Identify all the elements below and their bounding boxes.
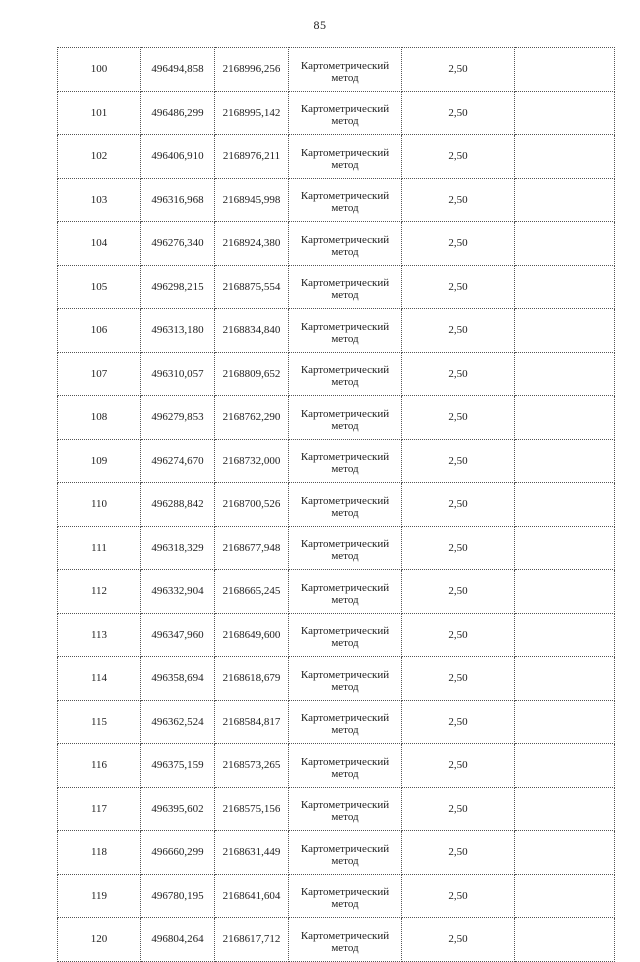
table-row	[58, 396, 615, 440]
method-line-1: Картометрический	[300, 407, 390, 420]
note-cell	[515, 91, 615, 135]
method-line-2: метод	[331, 158, 359, 171]
method-cell	[289, 483, 402, 527]
method-cell	[289, 744, 402, 788]
point-number-cell: 111	[58, 526, 141, 570]
y-coordinate-cell: 2168617,712	[215, 918, 289, 962]
method-line-2: метод	[331, 680, 359, 693]
x-coordinate-cell: 496318,329	[141, 526, 215, 570]
y-coordinate-cell: 2168700,526	[215, 483, 289, 527]
accuracy-cell: 2,50	[402, 178, 515, 222]
y-coordinate-cell: 2168732,000	[215, 439, 289, 483]
accuracy-cell: 2,50	[402, 787, 515, 831]
method-line-1: Картометрический	[300, 755, 390, 768]
y-coordinate-cell: 2168618,679	[215, 657, 289, 701]
accuracy-cell: 2,50	[402, 918, 515, 962]
point-number-cell: 113	[58, 613, 141, 657]
accuracy-cell: 2,50	[402, 483, 515, 527]
table-row	[58, 570, 615, 614]
method-line-1: Картометрический	[300, 799, 390, 812]
method-line-1: Картометрический	[300, 451, 390, 464]
y-coordinate-cell: 2168809,652	[215, 352, 289, 396]
x-coordinate-cell: 496316,968	[141, 178, 215, 222]
method-cell	[289, 570, 402, 614]
note-cell	[515, 526, 615, 570]
table-row	[58, 352, 615, 396]
x-coordinate-cell: 496395,602	[141, 787, 215, 831]
note-cell	[515, 352, 615, 396]
accuracy-cell: 2,50	[402, 657, 515, 701]
table-row	[58, 483, 615, 527]
accuracy-cell: 2,50	[402, 700, 515, 744]
table-row	[58, 439, 615, 483]
y-coordinate-cell: 2168834,840	[215, 309, 289, 353]
method-line-1: Картометрический	[300, 929, 390, 942]
point-number-cell: 103	[58, 178, 141, 222]
method-line-1: Картометрический	[300, 277, 390, 290]
y-coordinate-cell: 2168665,245	[215, 570, 289, 614]
accuracy-cell: 2,50	[402, 222, 515, 266]
x-coordinate-cell: 496347,960	[141, 613, 215, 657]
coordinates-table-body	[58, 48, 615, 962]
method-cell	[289, 265, 402, 309]
page-number: 85	[313, 18, 327, 32]
x-coordinate-cell: 496276,340	[141, 222, 215, 266]
method-line-1: Картометрический	[300, 712, 390, 725]
point-number-cell: 114	[58, 657, 141, 701]
method-line-2: метод	[331, 289, 359, 302]
method-cell	[289, 178, 402, 222]
method-line-2: метод	[331, 767, 359, 780]
note-cell	[515, 48, 615, 92]
point-number-cell: 105	[58, 265, 141, 309]
method-line-2: метод	[331, 332, 359, 345]
accuracy-cell: 2,50	[402, 91, 515, 135]
accuracy-cell: 2,50	[402, 396, 515, 440]
y-coordinate-cell: 2168924,380	[215, 222, 289, 266]
method-cell	[289, 135, 402, 179]
x-coordinate-cell: 496274,670	[141, 439, 215, 483]
method-cell	[289, 48, 402, 92]
method-cell	[289, 396, 402, 440]
note-cell	[515, 657, 615, 701]
method-cell	[289, 918, 402, 962]
accuracy-cell: 2,50	[402, 352, 515, 396]
y-coordinate-cell: 2168575,156	[215, 787, 289, 831]
method-line-2: метод	[331, 71, 359, 84]
table-row	[58, 265, 615, 309]
point-number-cell: 120	[58, 918, 141, 962]
note-cell	[515, 135, 615, 179]
x-coordinate-cell: 496279,853	[141, 396, 215, 440]
note-cell	[515, 439, 615, 483]
method-line-2: метод	[331, 637, 359, 650]
table-row	[58, 48, 615, 92]
y-coordinate-cell: 2168996,256	[215, 48, 289, 92]
note-cell	[515, 483, 615, 527]
method-cell	[289, 657, 402, 701]
table-row	[58, 700, 615, 744]
method-cell	[289, 700, 402, 744]
point-number-cell: 106	[58, 309, 141, 353]
method-line-1: Картометрический	[300, 494, 390, 507]
method-line-2: метод	[331, 550, 359, 563]
method-cell	[289, 831, 402, 875]
x-coordinate-cell: 496313,180	[141, 309, 215, 353]
method-cell	[289, 439, 402, 483]
accuracy-cell: 2,50	[402, 439, 515, 483]
note-cell	[515, 178, 615, 222]
method-line-1: Картометрический	[300, 364, 390, 377]
point-number-cell: 101	[58, 91, 141, 135]
note-cell	[515, 831, 615, 875]
y-coordinate-cell: 2168995,142	[215, 91, 289, 135]
point-number-cell: 109	[58, 439, 141, 483]
method-line-1: Картометрический	[300, 668, 390, 681]
y-coordinate-cell: 2168649,600	[215, 613, 289, 657]
x-coordinate-cell: 496298,215	[141, 265, 215, 309]
method-line-2: метод	[331, 115, 359, 128]
method-line-2: метод	[331, 376, 359, 389]
method-line-2: метод	[331, 202, 359, 215]
method-cell	[289, 91, 402, 135]
table-row	[58, 744, 615, 788]
table-row	[58, 831, 615, 875]
note-cell	[515, 396, 615, 440]
y-coordinate-cell: 2168641,604	[215, 874, 289, 918]
method-cell	[289, 874, 402, 918]
method-cell	[289, 309, 402, 353]
point-number-cell: 119	[58, 874, 141, 918]
method-line-2: метод	[331, 463, 359, 476]
point-number-cell: 107	[58, 352, 141, 396]
method-cell	[289, 787, 402, 831]
x-coordinate-cell: 496660,299	[141, 831, 215, 875]
x-coordinate-cell: 496780,195	[141, 874, 215, 918]
method-line-1: Картометрический	[300, 233, 390, 246]
method-line-1: Картометрический	[300, 59, 390, 72]
table-row	[58, 874, 615, 918]
table-row	[58, 135, 615, 179]
x-coordinate-cell: 496288,842	[141, 483, 215, 527]
y-coordinate-cell: 2168584,817	[215, 700, 289, 744]
note-cell	[515, 309, 615, 353]
accuracy-cell: 2,50	[402, 135, 515, 179]
accuracy-cell: 2,50	[402, 874, 515, 918]
method-line-1: Картометрический	[300, 581, 390, 594]
x-coordinate-cell: 496494,858	[141, 48, 215, 92]
point-number-cell: 112	[58, 570, 141, 614]
method-line-2: метод	[331, 593, 359, 606]
accuracy-cell: 2,50	[402, 309, 515, 353]
table-row	[58, 91, 615, 135]
note-cell	[515, 874, 615, 918]
point-number-cell: 108	[58, 396, 141, 440]
method-line-1: Картометрический	[300, 146, 390, 159]
method-line-2: метод	[331, 724, 359, 737]
table-row	[58, 309, 615, 353]
method-line-1: Картометрический	[300, 625, 390, 638]
point-number-cell: 104	[58, 222, 141, 266]
method-line-1: Картометрический	[300, 320, 390, 333]
method-line-2: метод	[331, 419, 359, 432]
y-coordinate-cell: 2168677,948	[215, 526, 289, 570]
y-coordinate-cell: 2168875,554	[215, 265, 289, 309]
table-row	[58, 526, 615, 570]
point-number-cell: 100	[58, 48, 141, 92]
table-row	[58, 613, 615, 657]
accuracy-cell: 2,50	[402, 570, 515, 614]
x-coordinate-cell: 496486,299	[141, 91, 215, 135]
accuracy-cell: 2,50	[402, 48, 515, 92]
method-line-1: Картометрический	[300, 886, 390, 899]
note-cell	[515, 222, 615, 266]
y-coordinate-cell: 2168945,998	[215, 178, 289, 222]
method-line-2: метод	[331, 898, 359, 911]
point-number-cell: 102	[58, 135, 141, 179]
x-coordinate-cell: 496362,524	[141, 700, 215, 744]
method-line-2: метод	[331, 245, 359, 258]
method-line-1: Картометрический	[300, 190, 390, 203]
y-coordinate-cell: 2168631,449	[215, 831, 289, 875]
coordinates-table	[57, 47, 615, 962]
x-coordinate-cell: 496406,910	[141, 135, 215, 179]
accuracy-cell: 2,50	[402, 265, 515, 309]
y-coordinate-cell: 2168762,290	[215, 396, 289, 440]
accuracy-cell: 2,50	[402, 526, 515, 570]
method-line-2: метод	[331, 941, 359, 954]
method-line-2: метод	[331, 506, 359, 519]
method-line-2: метод	[331, 854, 359, 867]
note-cell	[515, 787, 615, 831]
x-coordinate-cell: 496804,264	[141, 918, 215, 962]
method-cell	[289, 222, 402, 266]
table-row	[58, 178, 615, 222]
note-cell	[515, 918, 615, 962]
accuracy-cell: 2,50	[402, 831, 515, 875]
point-number-cell: 116	[58, 744, 141, 788]
y-coordinate-cell: 2168573,265	[215, 744, 289, 788]
method-cell	[289, 526, 402, 570]
point-number-cell: 118	[58, 831, 141, 875]
accuracy-cell: 2,50	[402, 613, 515, 657]
note-cell	[515, 265, 615, 309]
method-line-2: метод	[331, 811, 359, 824]
point-number-cell: 117	[58, 787, 141, 831]
method-cell	[289, 352, 402, 396]
note-cell	[515, 613, 615, 657]
table-row	[58, 787, 615, 831]
y-coordinate-cell: 2168976,211	[215, 135, 289, 179]
note-cell	[515, 700, 615, 744]
method-line-1: Картометрический	[300, 842, 390, 855]
table-row	[58, 918, 615, 962]
note-cell	[515, 570, 615, 614]
table-row	[58, 222, 615, 266]
note-cell	[515, 744, 615, 788]
point-number-cell: 110	[58, 483, 141, 527]
x-coordinate-cell: 496358,694	[141, 657, 215, 701]
point-number-cell: 115	[58, 700, 141, 744]
x-coordinate-cell: 496332,904	[141, 570, 215, 614]
method-cell	[289, 613, 402, 657]
table-row	[58, 657, 615, 701]
x-coordinate-cell: 496310,057	[141, 352, 215, 396]
method-line-1: Картометрический	[300, 538, 390, 551]
method-line-1: Картометрический	[300, 103, 390, 116]
accuracy-cell: 2,50	[402, 744, 515, 788]
x-coordinate-cell: 496375,159	[141, 744, 215, 788]
